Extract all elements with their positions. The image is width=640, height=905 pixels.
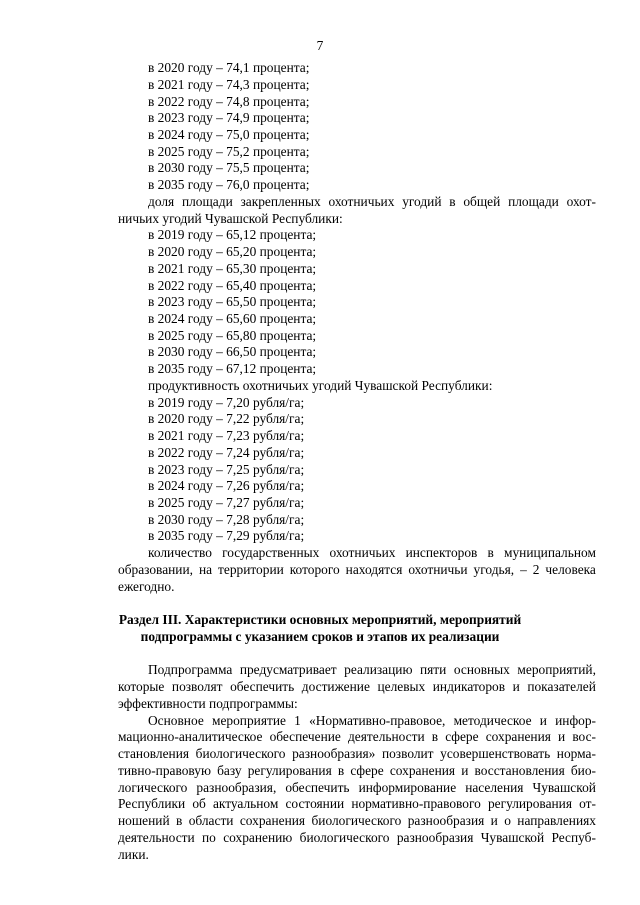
paragraph-line: тивно-правовую базу регулирования в сфере сохранения и восстановления био-: [118, 763, 596, 778]
paragraph-line: которые позволят обеспечить достижение целевых индикаторов и показателей: [118, 679, 596, 694]
list-item: в 2021 году – 65,30 процента;: [148, 261, 317, 276]
paragraph-line: становления биологического разнообразия» позволит усовершенствовать норма-: [118, 746, 596, 761]
section-heading-line: Раздел III. Характеристики основных мероприятий, мероприятий: [118, 612, 522, 627]
paragraph-line: мационно-аналитическое обеспечение деятельности в сфере сохранения и вос-: [118, 729, 596, 744]
paragraph-line: доля площади закрепленных охотничьих угодий в общей площади охот-: [148, 194, 596, 209]
paragraph-line: логического разнообразия, обеспечить информирование населения Чувашской: [118, 780, 596, 795]
paragraph-line: ничьих угодий Чувашской Республики:: [118, 211, 343, 226]
list-item: в 2030 году – 7,28 рубля/га;: [148, 512, 305, 527]
section-heading-line: подпрограммы с указанием сроков и этапов их реализации: [140, 629, 500, 644]
list-item: в 2025 году – 75,2 процента;: [148, 144, 310, 159]
list-item: в 2021 году – 7,23 рубля/га;: [148, 428, 305, 443]
list-item: в 2035 году – 76,0 процента;: [148, 177, 310, 192]
paragraph-line: Подпрограмма предусматривает реализацию пяти основных мероприятий,: [148, 662, 596, 677]
list-item: в 2035 году – 7,29 рубля/га;: [148, 528, 305, 543]
paragraph-line: количество государственных охотничьих инспекторов в муниципальном: [148, 545, 596, 560]
list-item: в 2022 году – 74,8 процента;: [148, 94, 310, 109]
paragraph-line: лики.: [118, 847, 149, 862]
paragraph-line: Республики об актуальном состоянии нормативно-правового регулирования от-: [118, 796, 596, 811]
list-item: в 2019 году – 65,12 процента;: [148, 227, 317, 242]
list-item: в 2023 году – 65,50 процента;: [148, 294, 317, 309]
list-item: в 2021 году – 74,3 процента;: [148, 77, 310, 92]
list-item: в 2035 году – 67,12 процента;: [148, 361, 317, 376]
list-item: в 2022 году – 7,24 рубля/га;: [148, 445, 305, 460]
paragraph-line: ежегодно.: [118, 579, 175, 594]
list-item: в 2019 году – 7,20 рубля/га;: [148, 395, 305, 410]
list-item: в 2024 году – 65,60 процента;: [148, 311, 317, 326]
list-item: в 2023 году – 7,25 рубля/га;: [148, 462, 305, 477]
list-item: в 2024 году – 7,26 рубля/га;: [148, 478, 305, 493]
page-number: 7: [316, 38, 324, 53]
paragraph-line: продуктивность охотничьих угодий Чувашской Республики:: [148, 378, 493, 393]
list-item: в 2020 году – 7,22 рубля/га;: [148, 411, 305, 426]
paragraph-line: эффективности подпрограммы:: [118, 696, 298, 711]
list-item: в 2024 году – 75,0 процента;: [148, 127, 310, 142]
list-item: в 2020 году – 74,1 процента;: [148, 60, 310, 75]
paragraph-line: образовании, на территории которого находятся охотничьи угодья, – 2 человека: [118, 562, 596, 577]
list-item: в 2020 году – 65,20 процента;: [148, 244, 317, 259]
paragraph-line: Основное мероприятие 1 «Нормативно-правовое, методическое и инфор-: [148, 713, 596, 728]
paragraph-line: деятельности по сохранению биологического разнообразия Чувашской Респуб-: [118, 830, 596, 845]
list-item: в 2030 году – 75,5 процента;: [148, 160, 310, 175]
paragraph-line: ношений в области сохранения биологического разнообразия и о направлениях: [118, 813, 596, 828]
list-item: в 2025 году – 65,80 процента;: [148, 328, 317, 343]
list-item: в 2022 году – 65,40 процента;: [148, 278, 317, 293]
list-item: в 2025 году – 7,27 рубля/га;: [148, 495, 305, 510]
list-item: в 2023 году – 74,9 процента;: [148, 110, 310, 125]
list-item: в 2030 году – 66,50 процента;: [148, 344, 317, 359]
